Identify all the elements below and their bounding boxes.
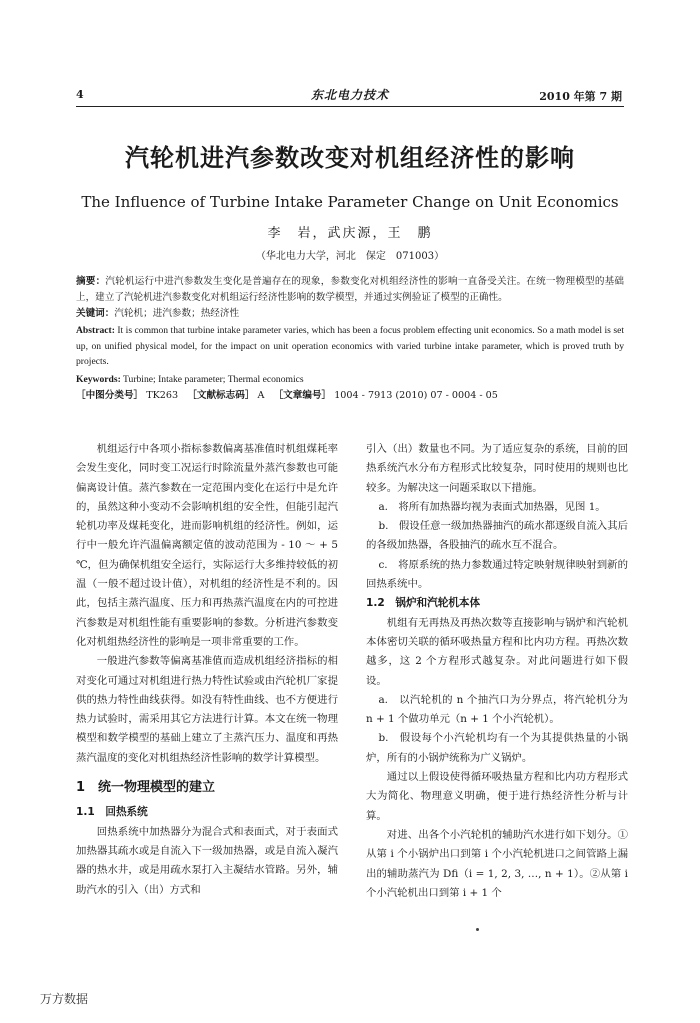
article-number-value: 1004 - 7913 (2010) 07 - 0004 - 05	[334, 390, 498, 401]
section-heading-1-2: 1.2 锅炉和汽轮机本体	[366, 597, 481, 610]
affiliation: （华北电力大学，河北 保定 071003）	[255, 251, 445, 262]
clc-value: TK263	[146, 390, 179, 401]
list-item: c. 将原系统的热力参数通过特定映射规律映射到新的回热系统中。	[366, 558, 628, 591]
body-column-left	[76, 440, 338, 900]
clc-label: ［中图分类号］	[76, 390, 144, 401]
list-item: a. 以汽轮机的 n 个抽汽口为分界点，将汽轮机分为 n + 1 个做功单元（n + 1 个小汽轮机）。	[366, 693, 628, 726]
page-number: 4	[76, 88, 84, 101]
paragraph: 对进、出各个小汽轮机的辅助汽水进行如下划分。①从第 i 个小锅炉出口到第 i 个小汽轮机进口之间管路上漏出的辅助蒸汽为 Dfi（i = 1, 2, 3, …, n + 1）。②从第 i 个小汽轮机出口到第 i + 1 个	[366, 828, 628, 899]
title-english: The Influence of Turbine Intake Parameter Change on Unit Economics	[81, 193, 619, 211]
paragraph: 一般进汽参数等偏离基准值而造成机组经济指标的相对变化可通过对机组进行热力特性试验或由汽轮机厂家提供的热力特性曲线获得。如没有特性曲线、也不方便进行热力试验时，需采用其它方法进行计算。本文在统一物理模型和数学模型的基础上建立了主蒸汽压力、温度和再热蒸汽温度的变化对机组热经济性影响的数学计算模型。	[76, 655, 338, 764]
abstract-en-label: Abstract:	[76, 325, 115, 336]
paragraph: 引入（出）数量也不同。为了适应复杂的系统，目前的回热系统汽水分布方程形式比较复杂，同时使用的规则也比较多。为解决这一问题采取以下措施。	[366, 443, 628, 494]
paragraph: 机组有无再热及再热次数等直接影响与锅炉和汽轮机本体密切关联的循环吸热量方程和比内功方程。再热次数越多，这 2 个方程形式越复杂。对此问题进行如下假设。	[366, 616, 628, 687]
issue-label: 2010 年第 7 期	[539, 90, 622, 103]
section-heading-1: 1 统一物理模型的建立	[76, 780, 216, 796]
paragraph: 机组运行中各项小指标参数偏离基准值时机组煤耗率会发生变化，同时变工况运行时除流量外蒸汽参数也可能偏离设计值。蒸汽参数在一定范围内变化在运行中是允许的，虽然这种小变动不会影响机组的安全性，但能引起汽轮机功率及煤耗变化，进而影响机组的经济性。例如，运行中一般允许汽温偏离额定值的波动范围为 - 10 ～ + 5 ℃，但为确保机组安全运行，实际运行大多维持较低的初温（一般不超过设计值），对机组的经济性是不利的。因此，包括主蒸汽温度、压力和再热蒸汽温度在内的可控进汽参数是对机组性能有重要影响的参数。分析进汽参数变化对机组热经济性的影响是一项非常重要的工作。	[76, 443, 338, 648]
abstract-cn-text: 汽轮机运行中进汽参数发生变化是普遍存在的现象，参数变化对机组经济性的影响一直备受关注。在统一物理模型的基础上，建立了汽轮机进汽参数变化对机组运行经济性影响的数学模型，并通过实例验证了模型的正确性。	[76, 276, 625, 303]
keywords-chinese	[76, 306, 624, 322]
section-heading-1-1: 1.1 回热系统	[76, 806, 148, 819]
page-dot-mark	[476, 928, 479, 931]
keywords-cn-text: 汽轮机；进汽参数；热经济性	[114, 308, 240, 319]
journal-name: 东北电力技术	[310, 88, 389, 102]
abstract-english	[76, 323, 624, 370]
paragraph: 通过以上假设使得循环吸热量方程和比内功方程形式大为简化、物理意义明确，便于进行热经济性分析与计算。	[366, 771, 628, 822]
list-item: a. 将所有加热器均视为表面式加热器，见图 1。	[378, 500, 606, 513]
abstract-chinese	[76, 274, 624, 305]
classification-line	[76, 388, 624, 404]
keywords-en-text: Turbine; Intake parameter; Thermal economics	[123, 374, 304, 385]
article-number-label: ［文章编号］	[273, 390, 332, 401]
keywords-english	[76, 372, 624, 388]
abstract-en-text: It is common that turbine intake parameter varies, which has been a focus problem effecting unit economics. So a math model is set up, on unified physical model, for the impact on unit operation economics with varied turbine intake parameter, which is proved truth by projects.	[76, 325, 624, 367]
list-item: b. 假设每个小汽轮机均有一个为其提供热量的小锅炉，所有的小锅炉统称为广义锅炉。	[366, 732, 628, 764]
watermark: 万方数据	[40, 992, 89, 1006]
doc-code-value: A	[257, 390, 265, 401]
title-chinese: 汽轮机进汽参数改变对机组经济性的影响	[125, 143, 575, 172]
list-item: b. 假设任意一级加热器抽汽的疏水都逐级自流入其后的各级加热器，各股抽汽的疏水互不混合。	[366, 520, 628, 552]
body-column-right	[366, 440, 628, 903]
keywords-cn-label: 关键词：	[76, 308, 115, 319]
authors: 李 岩，武庆源，王 鹏	[267, 226, 433, 241]
abstract-cn-label: 摘要：	[76, 276, 106, 287]
header-rule	[76, 106, 624, 107]
keywords-en-label: Keywords:	[76, 374, 121, 385]
doc-code-label: ［文献标志码］	[187, 390, 255, 401]
paragraph: 回热系统中加热器分为混合式和表面式，对于表面式加热器其疏水或是自流入下一级加热器，或是自流入凝汽器的热水井，或是用疏水泵打入主凝结水管路。另外，辅助汽水的引入（出）方式和	[76, 825, 338, 896]
